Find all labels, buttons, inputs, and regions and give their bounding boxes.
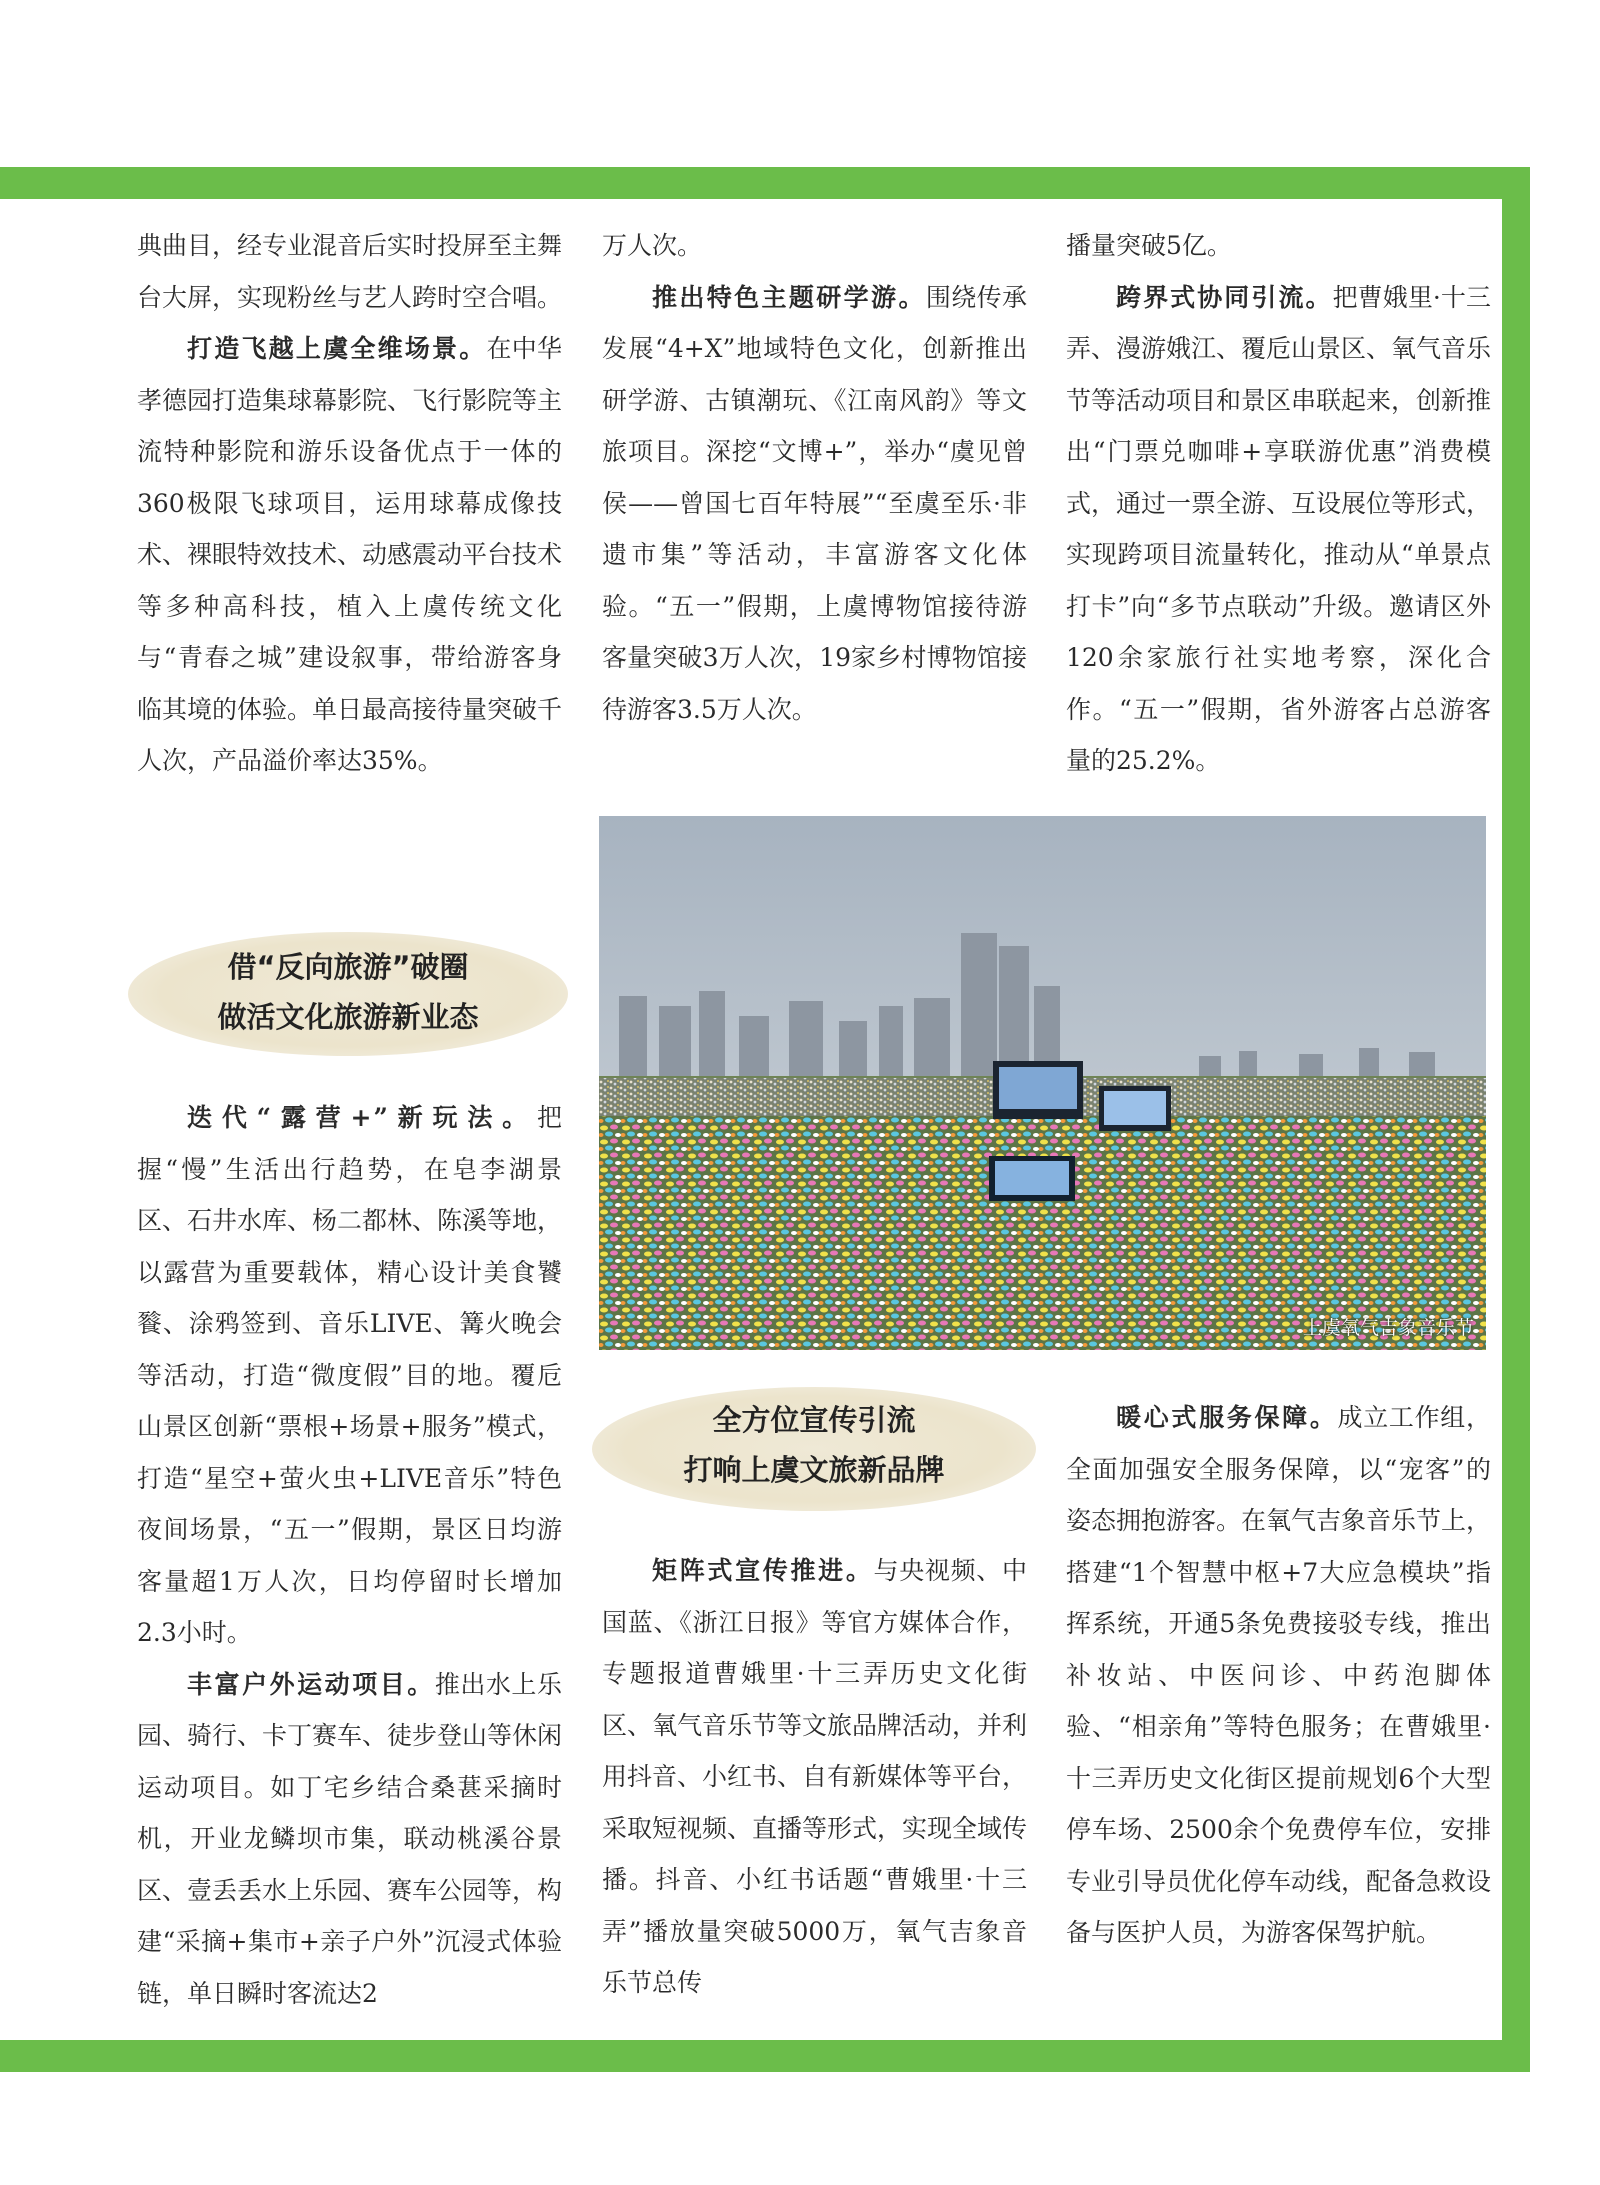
- music-festival-photo: [599, 816, 1486, 1350]
- green-frame-top: [0, 167, 1530, 199]
- section-heading-reverse-tourism: [128, 932, 568, 1056]
- paragraph: [137, 323, 562, 787]
- column-1-top: [137, 220, 562, 787]
- heading-line-2: 打响上虞文旅新品牌: [683, 1453, 945, 1487]
- green-frame-bottom: [0, 2040, 1530, 2072]
- paragraph: 典曲目，经专业混音后实时投屏至主舞台大屏，实现粉丝与艺人跨时空合唱。: [137, 231, 563, 312]
- column-3-top: [1066, 220, 1491, 787]
- column-3-bottom: [1066, 1392, 1491, 1959]
- paragraph-body: 成立工作组，全面加强安全服务保障，以“宠客”的姿态拥抱游客。在氧气吉象音乐节上，搭建“1个智慧中枢+7大应急模块”指挥系统，开通5条免费接驳专线，推出补妆站、中医问诊、中药泡脚体验、“相亲角”等特色服务；在曹娥里·十三弄历史文化街区提前规划6个大型停车场、2500余个免费停车位，安排专业引导员优化停车动线，配备急救设备与医护人员，为游客保驾护航。: [1066, 1403, 1492, 1947]
- paragraph-lead: 暖心式服务保障。: [1116, 1403, 1338, 1432]
- paragraph-lead: 迭代“露营+”新玩法。: [187, 1103, 537, 1132]
- paragraph: 播量突破5亿。: [1066, 231, 1232, 260]
- paragraph-lead: 推出特色主题研学游。: [652, 282, 926, 312]
- paragraph: [137, 1659, 562, 2020]
- paragraph-lead: 跨界式协同引流。: [1116, 282, 1333, 312]
- paragraph: 万人次。: [602, 231, 703, 260]
- paragraph-body: 在中华孝德园打造集球幕影院、飞行影院等主流特种影院和游乐设备优点于一体的360极限飞球项目，运用球幕成像技术、裸眼特效技术、动感震动平台技术等多种高科技，植入上虞传统文化与“青春之城”建设叙事，带给游客身临其境的体验。单日最高接待量突破千人次，产品溢价率达35%。: [137, 334, 563, 775]
- section-heading-publicity: [592, 1387, 1036, 1511]
- column-2-bottom: [602, 1545, 1027, 2009]
- column-1-bottom: [137, 1092, 562, 2019]
- photo-caption: 上虞氧气吉象音乐节: [1302, 1317, 1474, 1339]
- paragraph: [602, 272, 1027, 736]
- green-frame-right: [1502, 167, 1530, 2072]
- paragraph-lead: 打造飞越上虞全维场景。: [187, 334, 487, 363]
- paragraph-body: 推出水上乐园、骑行、卡丁赛车、徒步登山等休闲运动项目。如丁宅乡结合桑葚采摘时机，开业龙鳞坝市集，联动桃溪谷景区、壹丢丢水上乐园、赛车公园等，构建“采摘+集市+亲子户外”沉浸式体验链，单日瞬时客流达2: [137, 1669, 563, 2008]
- heading-line-1: 借“反向旅游”破圈: [227, 950, 469, 984]
- festival-scene-illustration: [599, 816, 1486, 1350]
- heading-line-2: 做活文化旅游新业态: [217, 1000, 479, 1034]
- paragraph-lead: 矩阵式宣传推进。: [652, 1556, 874, 1585]
- paragraph-body: 围绕传承发展“4+X”地域特色文化，创新推出研学游、古镇潮玩、《江南风韵》等文旅项目。深挖“文博+”，举办“虞见曾侯——曾国七百年特展”“至虞至乐·非遗市集”等活动，丰富游客文化体验。“五一”假期，上虞博物馆接待游客量突破3万人次，19家乡村博物馆接待游客3.5万人次。: [602, 282, 1027, 724]
- paragraph-lead: 丰富户外运动项目。: [187, 1669, 435, 1699]
- paragraph: [137, 1092, 562, 1659]
- paragraph-body: 把曹娥里·十三弄、漫游娥江、覆卮山景区、氧气音乐节等活动项目和景区串联起来，创新推出“门票兑咖啡+享联游优惠”消费模式，通过一票全游、互设展位等形式，实现跨项目流量转化，推动从“单景点打卡”向“多节点联动”升级。邀请区外120余家旅行社实地考察，深化合作。“五一”假期，省外游客占总游客量的25.2%。: [1066, 282, 1492, 775]
- column-2-top: [602, 220, 1027, 735]
- paragraph: [1066, 272, 1491, 787]
- paragraph: [1066, 1392, 1491, 1959]
- paragraph-body: 把握“慢”生活出行趋势，在皂李湖景区、石井水库、杨二都林、陈溪等地，以露营为重要载体，精心设计美食饕餮、涂鸦签到、音乐LIVE、篝火晚会等活动，打造“微度假”目的地。覆卮山景区创新“票根+场景+服务”模式，打造“星空+萤火虫+LIVE音乐”特色夜间场景，“五一”假期，景区日均游客量超1万人次，日均停留时长增加2.3小时。: [137, 1103, 563, 1647]
- heading-line-1: 全方位宣传引流: [712, 1403, 916, 1437]
- paragraph-body: 与央视频、中国蓝、《浙江日报》等官方媒体合作，专题报道曹娥里·十三弄历史文化街区、氧气音乐节等文旅品牌活动，并利用抖音、小红书、自有新媒体等平台，采取短视频、直播等形式，实现全域传播。抖音、小红书话题“曹娥里·十三弄”播放量突破5000万，氧气吉象音乐节总传: [602, 1556, 1028, 1997]
- paragraph: [602, 1545, 1027, 2009]
